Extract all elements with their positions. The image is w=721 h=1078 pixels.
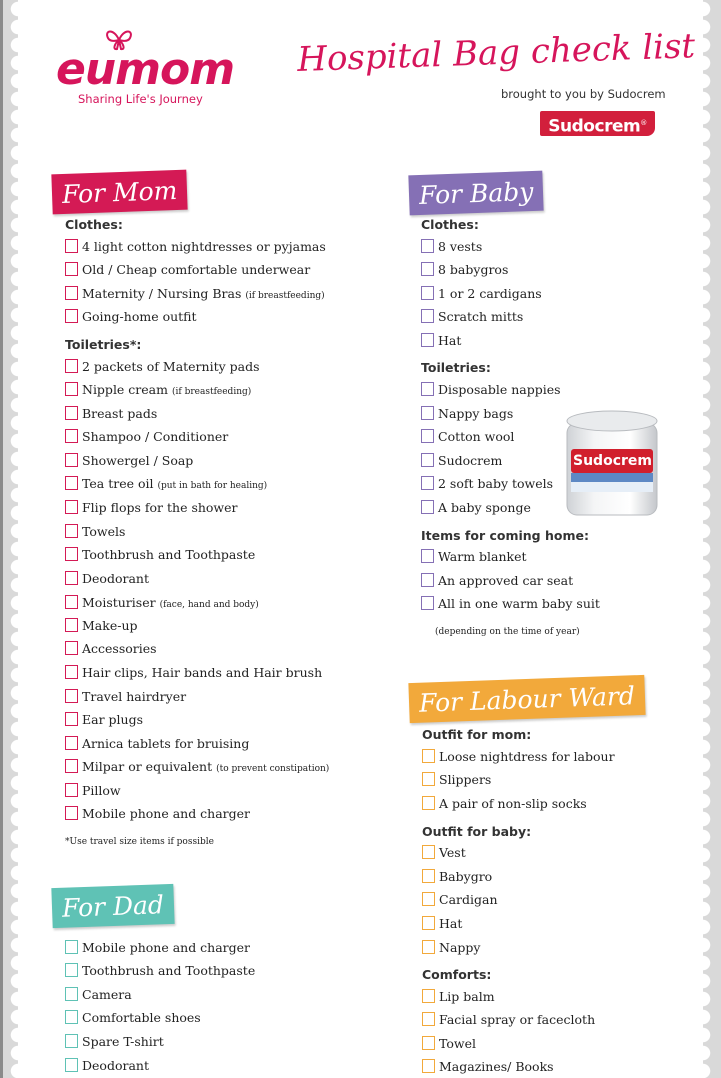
tub-label: Sudocrem [573,453,652,469]
checklist-item[interactable] [65,736,253,751]
checklist-item[interactable] [65,963,255,978]
item-label: 8 vests [438,239,483,254]
logo-tagline: Sharing Life's Journey [78,92,203,106]
checklist-item[interactable] [421,596,600,611]
checklist-item[interactable] [65,665,326,680]
checkbox[interactable] [65,1010,78,1024]
checklist-item[interactable] [65,712,147,727]
checkbox[interactable] [65,524,78,538]
checklist-item[interactable] [422,1036,476,1051]
logo-wordmark: eumom [56,44,235,95]
checkbox[interactable] [421,333,434,347]
item-label: Babygro [439,869,493,884]
scalloped-border-right [703,0,721,1078]
checkbox[interactable] [65,963,78,977]
checkbox[interactable] [65,500,78,514]
item-label: Breast pads [82,406,158,421]
item-label: Lip balm [439,989,495,1004]
checkbox[interactable] [421,382,434,396]
checklist-item[interactable] [65,547,259,562]
checkbox[interactable] [65,1034,78,1048]
item-label: Towel [439,1036,476,1051]
checklist-item[interactable] [422,869,492,884]
checkbox[interactable] [65,712,78,726]
checklist-item[interactable] [65,618,142,633]
baby-footnote: (depending on the time of year) [435,627,580,637]
item-label: Facial spray or facecloth [439,1012,596,1027]
checkbox[interactable] [65,736,78,750]
checklist-item[interactable] [422,940,480,955]
sudocrem-tub-image [563,407,661,521]
sponsor-badge: Sudocrem® [540,111,655,136]
group-heading: Toiletries: [421,360,491,375]
item-label: Arnica tablets for bruising [82,736,250,751]
checkbox[interactable] [65,618,78,632]
item-label: Loose nightdress for labour [439,749,615,764]
item-label: Showergel / Soap [82,453,194,468]
checkbox[interactable] [421,406,434,420]
item-label: Cardigan [439,892,498,907]
checklist-item[interactable] [65,1034,164,1049]
checklist-item[interactable] [65,453,197,468]
group-heading: Clothes: [421,217,479,232]
item-label: Warm blanket [438,549,527,564]
item-label: Slippers [439,772,492,787]
checklist-item[interactable] [65,783,125,798]
checkbox[interactable] [422,749,435,763]
sponsor-name: Sudocrem [548,116,641,137]
checklist-item[interactable] [65,406,161,421]
item-label: Deodorant [82,1058,149,1073]
item-label: Hat [439,916,463,931]
checkbox[interactable] [422,1036,435,1050]
item-label: Make-up [82,618,138,633]
item-label: Hair clips, Hair bands and Hair brush [82,665,323,680]
checkbox[interactable] [65,309,78,323]
checkbox[interactable] [65,453,78,467]
checkbox[interactable] [65,806,78,820]
item-label: Shampoo / Conditioner [82,429,229,444]
checkbox[interactable] [421,239,434,253]
item-label: Toothbrush and Toothpaste [82,547,256,562]
checklist-item[interactable] [422,1012,595,1027]
checkbox[interactable] [65,476,78,490]
page-subtitle: brought to you by Sudocrem [501,87,666,101]
checkbox[interactable] [65,359,78,373]
item-label: 2 soft baby towels [438,476,554,491]
checkbox[interactable] [422,1059,435,1073]
item-label: Going-home outfit [82,309,197,324]
checkbox[interactable] [65,382,78,396]
checkbox[interactable] [422,1012,435,1026]
item-label: Hat [438,333,462,348]
checkbox[interactable] [65,783,78,797]
item-label: Towels [82,524,126,539]
item-label: Sudocrem [438,453,503,468]
checkbox[interactable] [421,286,434,300]
item-label: A baby sponge [438,500,531,515]
checkbox[interactable] [65,571,78,585]
item-label: Accessories [82,641,157,656]
item-label: Disposable nappies [438,382,561,397]
item-label: Cotton wool [438,429,515,444]
checkbox[interactable] [421,262,434,276]
item-label: Pillow [82,783,121,798]
item-label: Nappy [439,940,481,955]
item-label: A pair of non-slip socks [439,796,587,811]
checklist-item[interactable] [65,689,190,704]
item-note: (put in bath for healing) [157,481,268,491]
group-heading: Toiletries*: [65,337,142,352]
checklist-item[interactable] [65,940,250,955]
checklist-item[interactable] [65,309,201,324]
checkbox[interactable] [65,665,78,679]
checklist-item[interactable] [421,333,461,348]
checkbox[interactable] [421,309,434,323]
checklist-item[interactable] [421,429,514,444]
checkbox[interactable] [422,892,435,906]
checkbox[interactable] [421,573,434,587]
item-note: (to prevent constipation) [216,764,330,774]
checklist-item[interactable] [65,286,325,301]
checkbox[interactable] [421,549,434,563]
checkbox[interactable] [421,476,434,490]
checklist-item[interactable] [422,916,462,931]
checkbox[interactable] [421,500,434,514]
checklist-item[interactable] [422,1059,554,1074]
section-banner-labour-ward: For Labour Ward [408,675,645,723]
checklist-item[interactable] [65,806,254,821]
checkbox[interactable] [65,595,78,609]
item-label: Travel hairdryer [82,689,187,704]
checklist-item[interactable] [65,500,242,515]
checkbox[interactable] [65,987,78,1001]
checkbox[interactable] [421,453,434,467]
checklist-item[interactable] [421,500,531,515]
checkbox[interactable] [65,406,78,420]
item-label: 4 light cotton nightdresses or pyjamas [82,239,326,254]
item-label: Maternity / Nursing Bras [82,286,242,301]
checkbox[interactable] [422,916,435,930]
item-label: Spare T-shirt [82,1034,164,1049]
checkbox[interactable] [65,429,78,443]
checkbox[interactable] [422,940,435,954]
item-label: 1 or 2 cardigans [438,286,542,301]
item-label: Tea tree oil [82,476,154,491]
checklist-item[interactable] [65,595,259,610]
checkbox[interactable] [422,869,435,883]
group-heading: Outfit for baby: [422,824,532,839]
checklist-item[interactable] [65,239,330,254]
checklist-item[interactable] [421,453,502,468]
item-label: Magazines/ Books [439,1059,554,1074]
checkbox[interactable] [65,1058,78,1072]
item-label: Scratch mitts [438,309,524,324]
checklist-item[interactable] [422,892,498,907]
item-label: Milpar or equivalent [82,759,213,774]
checklist-item[interactable] [421,406,513,421]
checklist-item[interactable] [422,749,615,764]
checkbox[interactable] [65,759,78,773]
item-label: An approved car seat [438,573,574,588]
item-label: Nipple cream [82,382,168,397]
checkbox[interactable] [422,845,435,859]
group-heading: Clothes: [65,217,123,232]
checklist-item[interactable] [421,286,542,301]
item-label: 8 babygros [438,262,509,277]
checklist-item[interactable] [65,987,132,1002]
checklist-item[interactable] [65,429,232,444]
item-note: (if breastfeeding) [245,291,325,301]
group-heading: Items for coming home: [421,528,589,543]
item-label: Nappy bags [438,406,514,421]
item-note: (if breastfeeding) [172,387,252,397]
section-banner-baby: For Baby [408,171,544,216]
checkbox[interactable] [65,547,78,561]
checklist-item[interactable] [65,759,329,774]
checkbox[interactable] [421,596,434,610]
item-label: Mobile phone and charger [82,806,251,821]
section-banner-mom: For Mom [51,170,188,215]
mom-footnote: *Use travel size items if possible [65,837,214,847]
checkbox[interactable] [65,286,78,300]
page-title: Hospital Bag check list [296,26,696,80]
checklist-item[interactable] [421,549,527,564]
section-banner-dad: For Dad [51,884,174,928]
scalloped-border-left [0,0,18,1078]
item-label: Toothbrush and Toothpaste [82,963,256,978]
item-label: Vest [439,845,466,860]
item-label: Ear plugs [82,712,143,727]
checkbox[interactable] [422,772,435,786]
item-label: Old / Cheap comfortable underwear [82,262,311,277]
checkbox[interactable] [421,429,434,443]
checkbox[interactable] [65,940,78,954]
item-label: Flip flops for the shower [82,500,238,515]
checklist-item[interactable] [65,1010,201,1025]
item-label: All in one warm baby suit [438,596,600,611]
checklist-item[interactable] [422,772,491,787]
checklist-item[interactable] [421,573,573,588]
item-note: (face, hand and body) [159,600,259,610]
checklist-item[interactable] [421,239,482,254]
item-label: Camera [82,987,132,1002]
checkbox[interactable] [65,239,78,253]
checklist-item[interactable] [422,845,466,860]
checklist-item[interactable] [421,262,508,277]
checklist-item[interactable] [422,796,587,811]
checklist-item[interactable] [421,382,561,397]
item-label: Mobile phone and charger [82,940,251,955]
checklist-item[interactable] [65,524,129,539]
item-label: Deodorant [82,571,149,586]
checklist-item[interactable] [65,476,267,491]
item-label: Comfortable shoes [82,1010,201,1025]
checklist-item[interactable] [65,382,251,397]
item-label: 2 packets of Maternity pads [82,359,260,374]
checkbox[interactable] [65,262,78,276]
checkbox[interactable] [65,641,78,655]
item-label: Moisturiser [82,595,156,610]
checklist-item[interactable] [421,309,523,324]
checkbox[interactable] [422,989,435,1003]
checklist-item[interactable] [422,989,495,1004]
group-heading: Outfit for mom: [422,727,532,742]
checklist-item[interactable] [65,262,314,277]
checklist-item[interactable] [65,359,264,374]
checkbox[interactable] [65,689,78,703]
checklist-item[interactable] [65,1058,149,1073]
checkbox[interactable] [422,796,435,810]
checklist-item[interactable] [421,476,553,491]
group-heading: Comforts: [422,967,492,982]
checklist-item[interactable] [65,571,153,586]
checklist-item[interactable] [65,641,161,656]
eumom-logo [56,30,235,110]
